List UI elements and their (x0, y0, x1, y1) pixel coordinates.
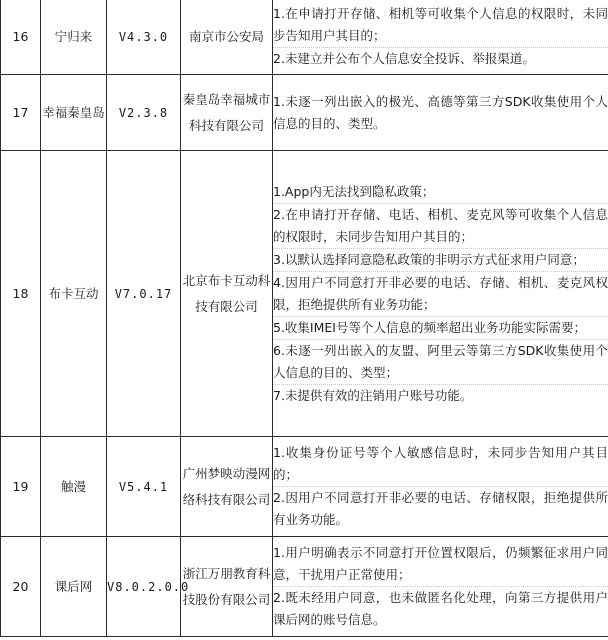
table-row (1, 151, 608, 437)
issue-item: 3.以默认选择同意隐私政策的非明示方式征求用户同意； (273, 249, 608, 272)
row-number: 20 (1, 537, 41, 637)
issue-list (273, 437, 608, 537)
issue-item: 6.未逐一列出嵌入的友盟、阿里云等第三方SDK收集使用个人信息的目的、类型； (273, 340, 608, 385)
issue-list (273, 0, 608, 75)
row-number: 19 (1, 437, 41, 537)
issue-item: 1.收集身份证号等个人敏感信息时，未同步告知用户其目的； (273, 442, 608, 487)
issue-item: 4.因用户不同意打开非必要的电话、存储、相机、麦克风权限，拒绝提供所有业务功能； (273, 272, 608, 317)
row-number: 17 (1, 75, 41, 151)
table-row (1, 437, 608, 537)
developer-name: 浙江万朋教育科技股份有限公司 (181, 537, 273, 637)
app-version: V8.0.2.0.0 (107, 537, 181, 637)
issue-item: 5.收集IMEI号等个人信息的频率超出业务功能实际需要； (273, 317, 608, 340)
table-row (1, 0, 608, 75)
developer-name: 广州梦映动漫网络科技有限公司 (181, 437, 273, 537)
table-row (1, 75, 608, 151)
issue-list (273, 151, 608, 437)
app-version: V4.3.0 (107, 0, 181, 75)
app-name: 宁归来 (41, 0, 107, 75)
issue-item: 1.用户明确表示不同意打开位置权限后，仍频繁征求用户同意，干扰用户正常使用； (273, 542, 608, 587)
issue-item: 7.未提供有效的注销用户账号功能。 (273, 387, 473, 403)
issue-list (273, 537, 608, 637)
app-name: 触漫 (41, 437, 107, 537)
app-name: 布卡互动 (41, 151, 107, 437)
issue-item: 2.未建立并公布个人信息安全投诉、举报渠道。 (273, 51, 535, 66)
developer-name: 南京市公安局 (181, 0, 273, 75)
app-version: V2.3.8 (107, 75, 181, 151)
issue-item: 1.App内无法找到隐私政策； (273, 181, 608, 204)
issue-item: 2.在申请打开存储、电话、相机、麦克风等可收集个人信息的权限时，未同步告知用户其目的； (273, 204, 608, 249)
row-number: 18 (1, 151, 41, 437)
table-row (1, 537, 608, 637)
issue-item: 2.既未经用户同意，也未做匿名化处理，向第三方提供用户课后网的账号信息。 (273, 590, 608, 627)
developer-name: 秦皇岛幸福城市科技有限公司 (181, 75, 273, 151)
app-name: 课后网 (41, 537, 107, 637)
row-number: 16 (1, 0, 41, 75)
issue-item: 1.未逐一列出嵌入的极光、高德等第三方SDK收集使用个人信息的目的、类型。 (273, 93, 608, 131)
issue-item: 2.因用户不同意打开非必要的电话、存储权限，拒绝提供所有业务功能。 (273, 490, 608, 527)
app-version: V7.0.17 (107, 151, 181, 437)
app-name: 幸福秦皇岛 (41, 75, 107, 151)
issue-item: 1.在申请打开存储、相机等可收集个人信息的权限时，未同步告知用户其目的； (273, 3, 608, 48)
developer-name: 北京布卡互动科技有限公司 (181, 151, 273, 437)
issue-list (273, 75, 608, 151)
app-version: V5.4.1 (107, 437, 181, 537)
